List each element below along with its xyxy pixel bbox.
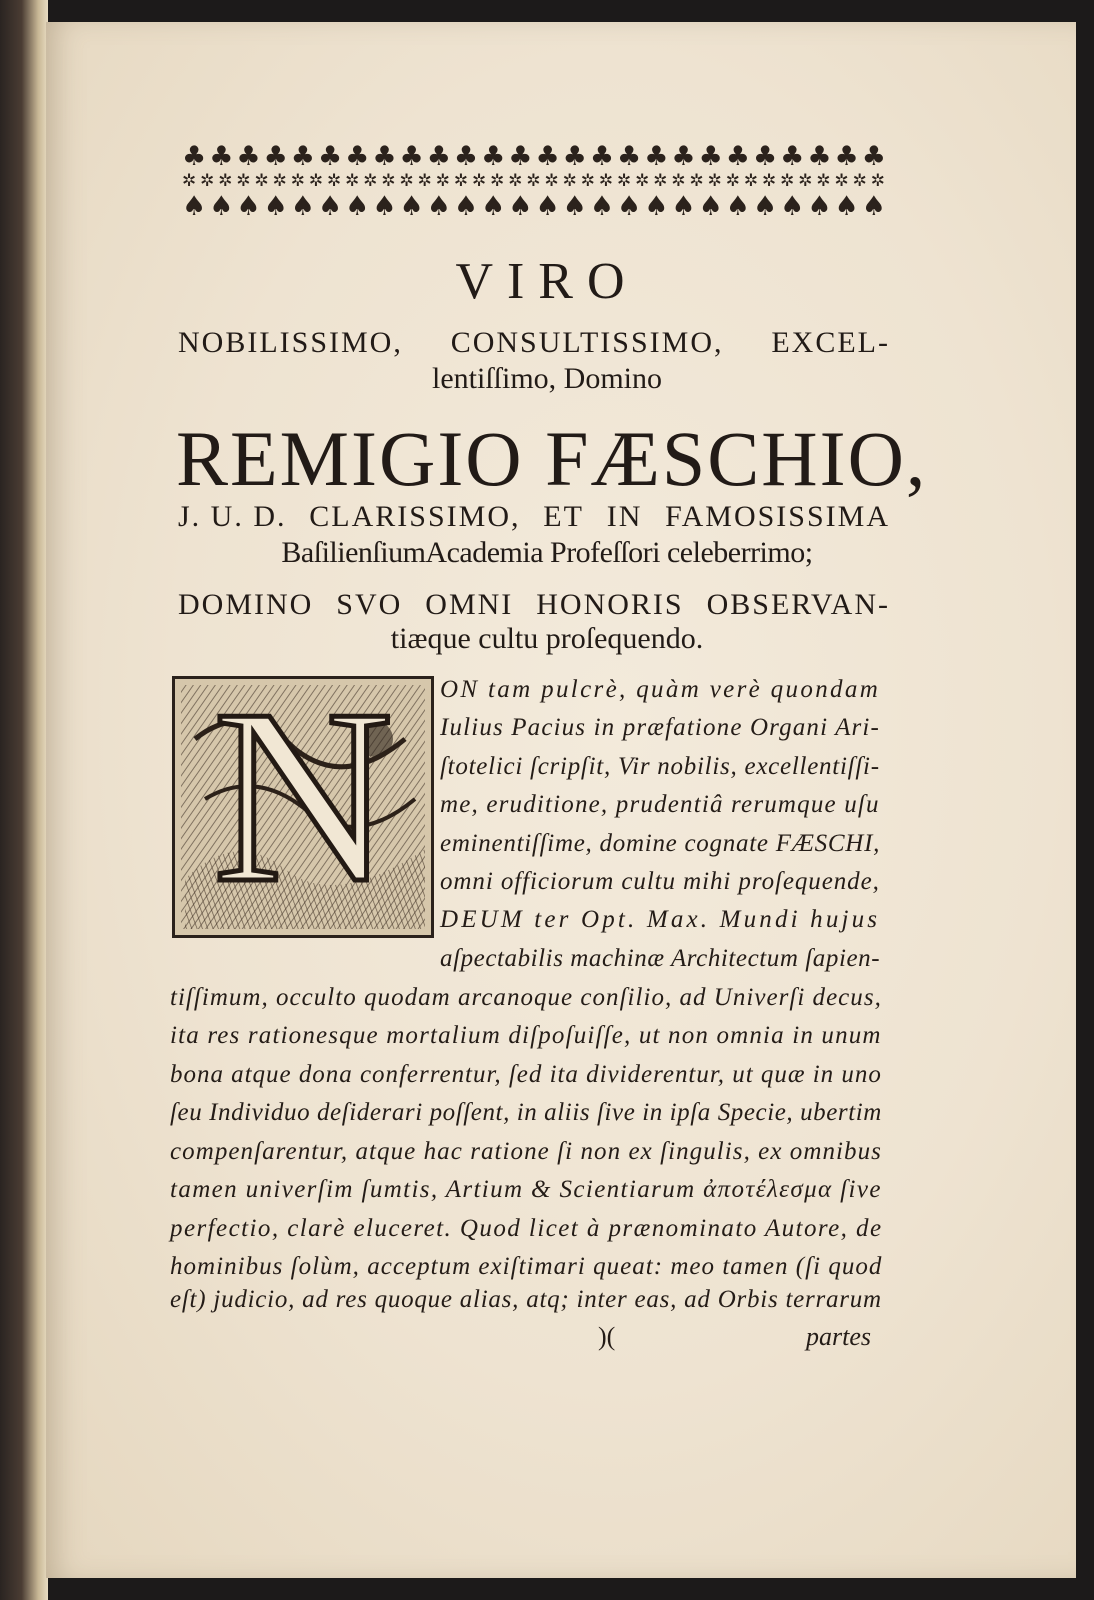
heading-line-6: tiæque cultu proſequendo.	[390, 622, 704, 655]
ornament-glyph-icon: ♠	[182, 191, 207, 222]
ornament-glyph-icon: ♠	[617, 191, 642, 222]
signature-mark: )(	[598, 1322, 616, 1351]
ornament-glyph-icon: ♣	[426, 141, 451, 172]
ornament-glyph-icon: ✲	[743, 171, 760, 191]
ornament-glyph-icon: ✲	[508, 171, 524, 191]
ornament-glyph-icon: ♠	[372, 191, 397, 222]
ornament-glyph-icon: ✲	[671, 171, 687, 191]
heading-word: FAMOSISSIMA	[665, 500, 890, 533]
ornament-glyph-icon: ✲	[870, 171, 886, 191]
ornament-glyph-icon: ♣	[725, 141, 750, 172]
ornament-glyph-icon: ✲	[308, 171, 325, 191]
heading-line-2: lentiſſimo, Domino	[432, 362, 662, 395]
ornament-glyph-icon: ✲	[780, 171, 796, 191]
ornament-glyph-icon: ♠	[589, 191, 615, 222]
ornament-glyph-icon: ♠	[671, 191, 696, 222]
ornament-glyph-icon: ✲	[327, 171, 343, 191]
ornament-glyph-icon: ✲	[852, 171, 868, 191]
ornament-glyph-icon: ♣	[535, 141, 560, 172]
body-line: compenſarentur, atque hac ratione ſi non ex ſingulis, ex omnibus	[170, 1138, 882, 1165]
ornament-glyph-icon: ♣	[752, 141, 778, 172]
ornament-glyph-icon: ♣	[236, 141, 261, 172]
heading-word: CONSULTISSIMO,	[450, 326, 724, 359]
heading-line-1	[178, 326, 890, 360]
ornament-glyph-icon: ♣	[589, 141, 615, 172]
heading-word: CLARISSIMO,	[309, 500, 521, 533]
ornament-glyph-icon: ♣	[807, 141, 832, 172]
ornament-glyph-icon: ♣	[698, 141, 723, 172]
ornament-glyph-icon: ♠	[236, 191, 261, 222]
heading-word: EXCEL-	[771, 326, 890, 359]
ornament-glyph-icon: ♣	[372, 141, 397, 172]
ornament-glyph-icon: ♠	[453, 191, 479, 222]
ornament-glyph-icon: ✲	[562, 171, 578, 191]
ornament-glyph-icon: ♠	[535, 191, 560, 222]
ornament-glyph-icon: ✲	[526, 171, 542, 191]
ornament-glyph-icon: ♣	[345, 141, 370, 172]
heading-word: ET	[543, 500, 584, 533]
heading-word: J. U. D.	[178, 500, 287, 533]
ornament-glyph-icon: ✲	[272, 171, 288, 191]
body-line: tamen univerſim ſumtis, Artium & Scientiarum ἀποτέλεσμα ſive	[170, 1176, 882, 1203]
ornament-glyph-icon: ✲	[707, 171, 723, 191]
ornament-glyph-icon: ♣	[861, 141, 886, 172]
ornament-glyph-icon: ♠	[481, 191, 506, 222]
body-line: DEUM ter Opt. Max. Mundi hujus	[440, 906, 881, 933]
body-line: ſtotelici ſcripſit, Vir nobilis, excellentiſſi-	[440, 753, 880, 780]
ornament-glyph-icon: ✲	[472, 171, 488, 191]
ornament-glyph-icon: ♠	[426, 191, 451, 222]
ornament-glyph-icon: ♣	[290, 141, 315, 172]
body-line: omni officiorum cultu mihi proſequende,	[440, 868, 880, 895]
ornament-glyph-icon: ✲	[762, 171, 778, 191]
ornament-glyph-icon: ✲	[236, 171, 252, 191]
catchword: partes	[806, 1322, 871, 1351]
decorated-initial	[172, 658, 434, 938]
ornament-glyph-icon: ♠	[807, 191, 832, 222]
body-line: ita res rationesque mortalium diſpoſuiſſe, ut non omnia in unum	[170, 1022, 882, 1049]
body-line: ſeu Individuo deſiderari poſſent, in aliis ſive in ipſa Specie, ubertim	[170, 1099, 882, 1126]
body-line: bona atque dona conferrentur, ſed ita dividerentur, ut quæ in uno	[170, 1061, 882, 1088]
ornament-glyph-icon: ♠	[725, 191, 750, 222]
ornament-glyph-icon: ✲	[653, 171, 669, 191]
ornament-glyph-icon: ✲	[182, 171, 198, 191]
ornament-glyph-icon: ✲	[598, 171, 615, 191]
body-line: ON tam pulcrè, quàm verè quondam	[440, 676, 881, 703]
heading-word: DOMINO	[178, 588, 314, 621]
ornament-glyph-icon: ♠	[290, 191, 315, 222]
ornament-glyph-icon: ✲	[617, 171, 633, 191]
heading-word: OMNI	[425, 588, 514, 621]
ornament-glyph-icon: ♣	[644, 141, 669, 172]
ornament-glyph-icon: ♣	[399, 141, 424, 172]
ornament-glyph-icon: ♠	[508, 191, 533, 222]
ornament-glyph-icon: ✲	[218, 171, 234, 191]
ornament-row-middle	[182, 173, 886, 190]
ornament-glyph-icon: ✲	[490, 171, 506, 191]
body-line: tiſſimum, occulto quodam arcanoque conſilio, ad Univerſi decus,	[170, 984, 882, 1011]
ornament-glyph-icon: ✲	[417, 171, 433, 191]
ornament-glyph-icon: ✲	[725, 171, 741, 191]
ornament-glyph-icon: ♣	[317, 141, 343, 172]
ornament-glyph-icon: ♣	[562, 141, 587, 172]
ornament-glyph-icon: ♠	[644, 191, 669, 222]
ornament-glyph-icon: ✲	[200, 171, 216, 191]
ornament-glyph-icon: ✲	[453, 171, 470, 191]
ornament-glyph-icon: ✲	[544, 171, 560, 191]
body-line: eſt) judicio, ad res quoque alias, atq; inter eas, ad Orbis terrarum	[170, 1286, 882, 1313]
dedicatee-name: REMIGIO FÆSCHIO,	[176, 415, 928, 502]
ornament-glyph-icon: ✲	[381, 171, 397, 191]
ornament-glyph-icon: ✲	[689, 171, 705, 191]
ornament-glyph-icon: ✲	[580, 171, 596, 191]
ornament-glyph-icon: ♠	[752, 191, 778, 222]
ornament-glyph-icon: ✲	[635, 171, 651, 191]
ornament-glyph-icon: ✲	[363, 171, 379, 191]
ornament-glyph-icon: ✲	[834, 171, 850, 191]
heading-word: IN	[606, 500, 643, 533]
ornament-glyph-icon: ♠	[317, 191, 343, 222]
ornament-glyph-icon: ♠	[562, 191, 587, 222]
ornament-glyph-icon: ✲	[435, 171, 451, 191]
ornament-row-top	[182, 143, 886, 170]
ornament-glyph-icon: ♠	[780, 191, 805, 222]
ornament-glyph-icon: ♠	[698, 191, 723, 222]
body-line: me, eruditione, prudentiâ rerumque uſu	[440, 791, 880, 818]
ornament-glyph-icon: ♣	[209, 141, 234, 172]
ornament-glyph-icon: ♠	[263, 191, 288, 222]
ornament-glyph-icon: ♣	[780, 141, 805, 172]
decorative-header-band	[182, 143, 886, 233]
ornament-glyph-icon: ♣	[182, 141, 207, 172]
ornament-glyph-icon: ✲	[290, 171, 306, 191]
body-line: hominibus ſolùm, acceptum exiſtimari queat: meo tamen (ſi quod	[170, 1253, 883, 1280]
ornament-glyph-icon: ♣	[453, 141, 479, 172]
ornament-glyph-icon: ♣	[508, 141, 533, 172]
ornament-glyph-icon: ♠	[209, 191, 234, 222]
ornament-glyph-icon: ♣	[834, 141, 859, 172]
body-line: eminentiſſime, domine cognate FÆSCHI,	[440, 830, 881, 857]
heading-word: NOBILISSIMO,	[178, 326, 403, 359]
ornament-glyph-icon: ✲	[399, 171, 415, 191]
ornament-glyph-icon: ♠	[861, 191, 886, 222]
initial-letter: N	[212, 658, 394, 935]
ornament-glyph-icon: ♣	[481, 141, 506, 172]
heading-line-5	[178, 588, 890, 622]
heading-line-3	[178, 500, 890, 534]
ornament-glyph-icon: ♠	[399, 191, 424, 222]
body-line: Iulius Pacius in præfatione Organi Ari-	[440, 714, 880, 741]
heading-word: SVO	[336, 588, 403, 621]
ornament-glyph-icon: ✲	[816, 171, 832, 191]
heading-word: HONORIS	[536, 588, 684, 621]
ornament-glyph-icon: ♣	[671, 141, 696, 172]
ornament-glyph-icon: ♠	[834, 191, 859, 222]
ornament-glyph-icon: ✲	[254, 171, 270, 191]
ornament-glyph-icon: ✲	[345, 171, 361, 191]
ornament-glyph-icon: ♣	[263, 141, 288, 172]
ornament-glyph-icon: ♠	[345, 191, 370, 222]
book-spine	[0, 0, 48, 1600]
ornament-row-bottom	[182, 193, 886, 220]
heading-viro: VIRO	[455, 253, 639, 310]
ornament-glyph-icon: ♣	[617, 141, 642, 172]
heading-line-4: BaſilienſiumAcademia Profeſſori celeberrimo;	[281, 536, 813, 569]
body-line: aſpectabilis machinæ Architectum ſapien-	[440, 945, 881, 972]
heading-word: OBSERVAN-	[706, 588, 890, 621]
ornament-glyph-icon: ✲	[798, 171, 814, 191]
body-line: perfectio, clarè eluceret. Quod licet à prænominato Autore, de	[170, 1215, 883, 1242]
